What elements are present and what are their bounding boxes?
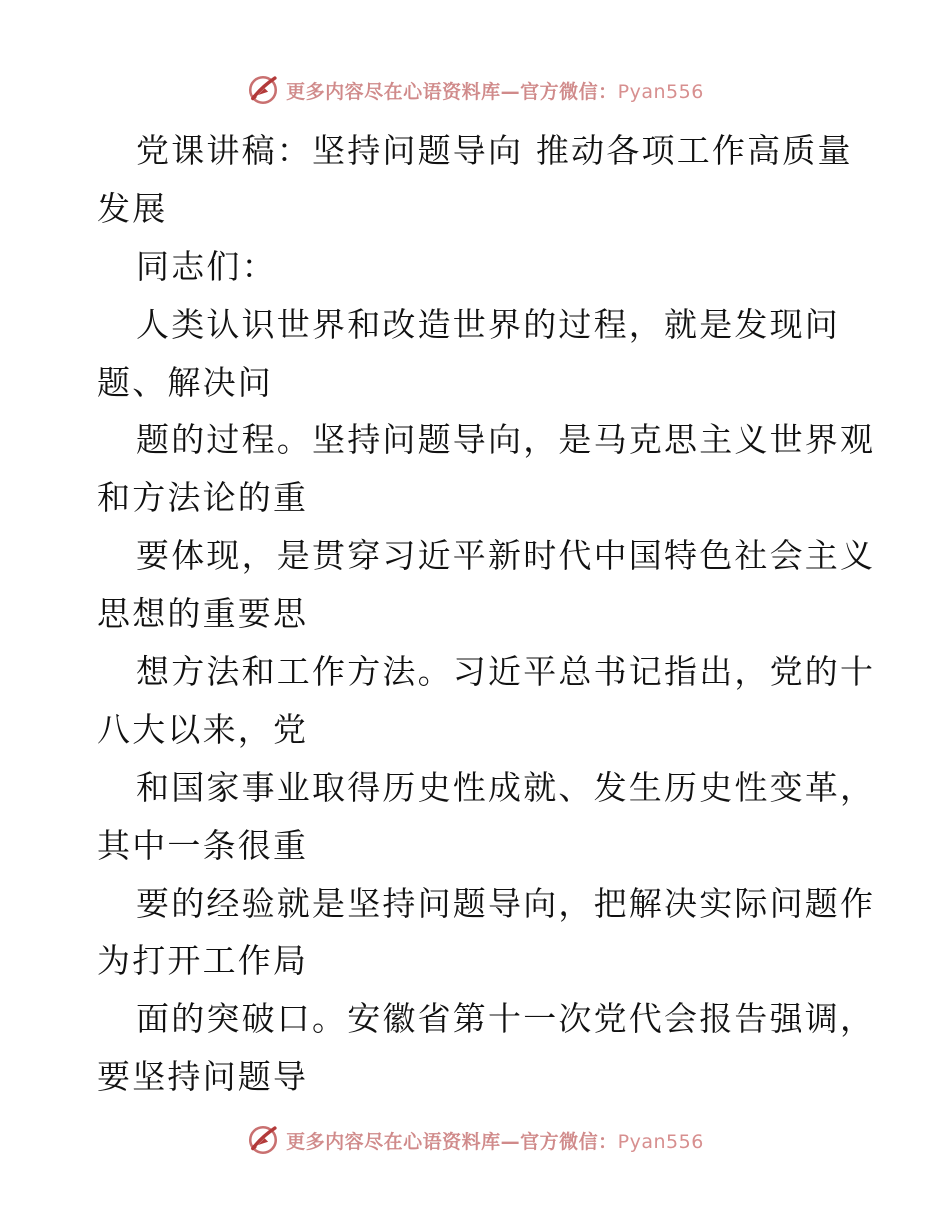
pen-nib-logo-icon [246, 73, 280, 107]
paragraph-line: 要坚持问题导 [97, 1057, 309, 1097]
paragraph-line: 想方法和工作方法。习近平总书记指出，党的十 [136, 652, 876, 692]
paragraph-line: 要体现，是贯穿习近平新时代中国特色社会主义 [136, 536, 876, 576]
paragraph-line: 面的突破口。安徽省第十一次党代会报告强调， [136, 999, 876, 1039]
paragraph-line: 和方法论的重 [97, 478, 309, 518]
paragraph-line: 其中一条很重 [97, 825, 309, 865]
paragraph-line: 题的过程。坚持问题导向，是马克思主义世界观 [136, 420, 876, 460]
pen-nib-logo-icon [246, 1123, 280, 1157]
paragraph-line: 题、解决问 [97, 362, 273, 402]
document-body [97, 122, 876, 1106]
paragraph-line: 人类认识世界和改造世界的过程，就是发现问 [136, 304, 840, 344]
paragraph-line: 要的经验就是坚持问题导向，把解决实际问题作 [136, 883, 876, 923]
paragraph-line: 为打开工作局 [97, 941, 309, 981]
watermark-text: 更多内容尽在心语资料库—官方微信：Pyan556 [286, 1130, 704, 1153]
paragraph-line: 和国家事业取得历史性成就、发生历史性变革， [136, 767, 876, 807]
paragraph-line: 思想的重要思 [97, 594, 309, 634]
watermark-text: 更多内容尽在心语资料库—官方微信：Pyan556 [286, 80, 704, 103]
salutation: 同志们： [136, 246, 277, 286]
footer-watermark-banner [0, 1120, 950, 1160]
document-title-continuation: 发展 [97, 188, 168, 228]
header-watermark-banner [0, 70, 950, 110]
paragraph-line: 八大以来，党 [97, 709, 309, 749]
document-title: 党课讲稿：坚持问题导向 推动各项工作高质量 [136, 131, 853, 170]
